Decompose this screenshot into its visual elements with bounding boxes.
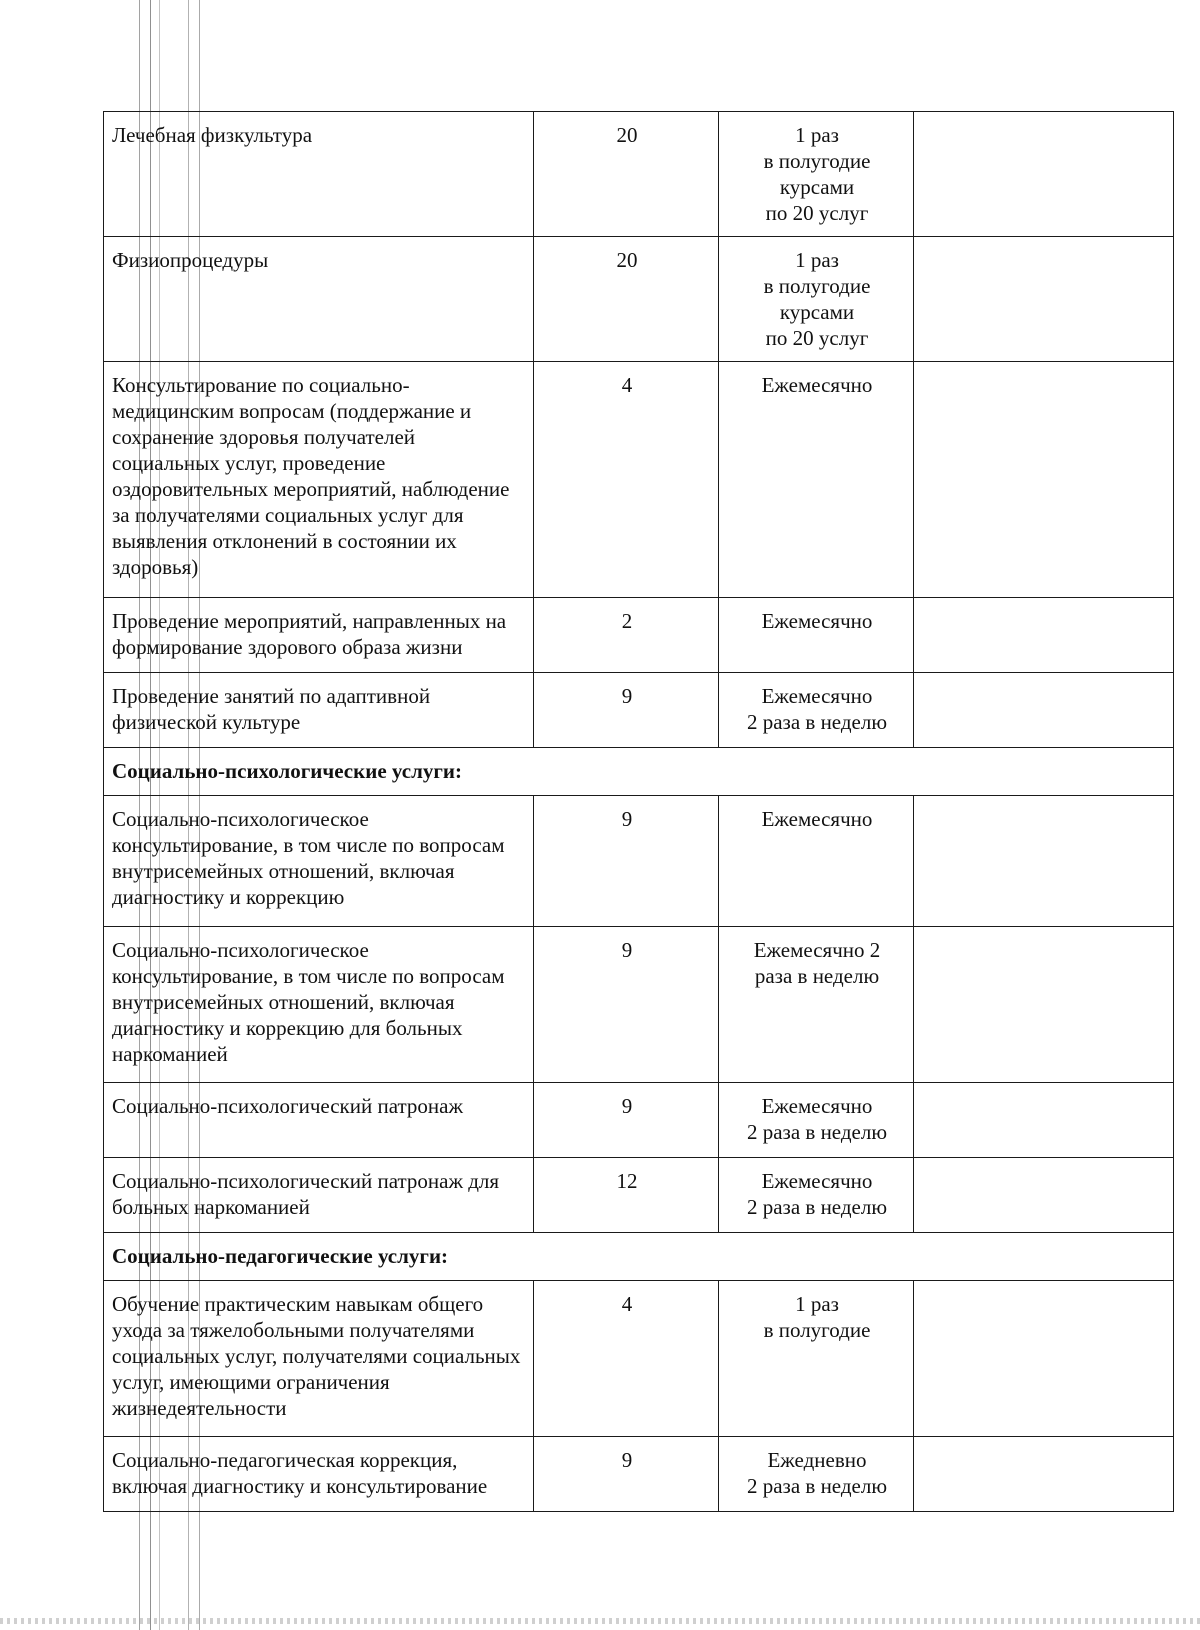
service-name: Обучение практическим навыкам общего ухода за тяжелобольными получателями социальных услуг, получателями социальных услуг, имеющими ограничения жизнедеятельности [104,1281,534,1437]
table-row [104,673,1174,748]
service-frequency: 1 раз в полугодие [719,1281,914,1437]
service-quantity: 4 [534,1281,719,1437]
service-note [914,1281,1174,1437]
table-row [104,1158,1174,1233]
service-quantity: 9 [534,1437,719,1512]
scan-artifact-bottom [0,1618,1200,1624]
service-note [914,796,1174,927]
service-name: Проведение занятий по адаптивной физической культуре [104,673,534,748]
services-table [103,111,1174,1512]
service-quantity: 2 [534,598,719,673]
table-row [104,237,1174,362]
table-row [104,598,1174,673]
service-quantity: 4 [534,362,719,598]
service-name: Социально-психологическое консультирование, в том числе по вопросам внутрисемейных отношений, включая диагностику и коррекцию [104,796,534,927]
service-name: Социально-педагогическая коррекция, включая диагностику и консультирование [104,1437,534,1512]
service-quantity: 9 [534,1083,719,1158]
service-name: Социально-психологический патронаж [104,1083,534,1158]
service-frequency: Ежемесячно [719,362,914,598]
service-quantity: 9 [534,673,719,748]
service-frequency: Ежемесячно 2 раза в неделю [719,1083,914,1158]
service-frequency: Ежемесячно 2 раза в неделю [719,1158,914,1233]
table-row [104,927,1174,1083]
section-row [104,748,1174,796]
service-frequency: Ежемесячно 2 раза в неделю [719,927,914,1083]
service-frequency: Ежедневно 2 раза в неделю [719,1437,914,1512]
section-title: Социально-психологические услуги: [104,748,1174,796]
section-title: Социально-педагогические услуги: [104,1233,1174,1281]
table-row [104,1083,1174,1158]
service-quantity: 9 [534,796,719,927]
table-row [104,1281,1174,1437]
service-frequency: Ежемесячно 2 раза в неделю [719,673,914,748]
service-quantity: 12 [534,1158,719,1233]
service-note [914,1083,1174,1158]
service-note [914,927,1174,1083]
service-note [914,237,1174,362]
service-note [914,1158,1174,1233]
table-row [104,1437,1174,1512]
service-quantity: 9 [534,927,719,1083]
service-note [914,362,1174,598]
service-frequency: Ежемесячно [719,598,914,673]
service-name: Физиопроцедуры [104,237,534,362]
service-name: Социально-психологический патронаж для больных наркоманией [104,1158,534,1233]
service-note [914,673,1174,748]
service-note [914,598,1174,673]
service-name: Социально-психологическое консультирование, в том числе по вопросам внутрисемейных отношений, включая диагностику и коррекцию для больных наркоманией [104,927,534,1083]
service-name: Лечебная физкультура [104,112,534,237]
service-note [914,112,1174,237]
service-quantity: 20 [534,112,719,237]
service-name: Консультирование по социально-медицинским вопросам (поддержание и сохранение здоровья получателей социальных услуг, проведение оздоровительных мероприятий, наблюдение за получателями социальных услуг для выявления отклонений в состоянии их здоровья) [104,362,534,598]
service-note [914,1437,1174,1512]
service-frequency: 1 раз в полугодие курсами по 20 услуг [719,237,914,362]
section-row [104,1233,1174,1281]
service-frequency: 1 раз в полугодие курсами по 20 услуг [719,112,914,237]
table-row [104,362,1174,598]
service-frequency: Ежемесячно [719,796,914,927]
service-name: Проведение мероприятий, направленных на формирование здорового образа жизни [104,598,534,673]
table-row [104,112,1174,237]
table-row [104,796,1174,927]
service-quantity: 20 [534,237,719,362]
